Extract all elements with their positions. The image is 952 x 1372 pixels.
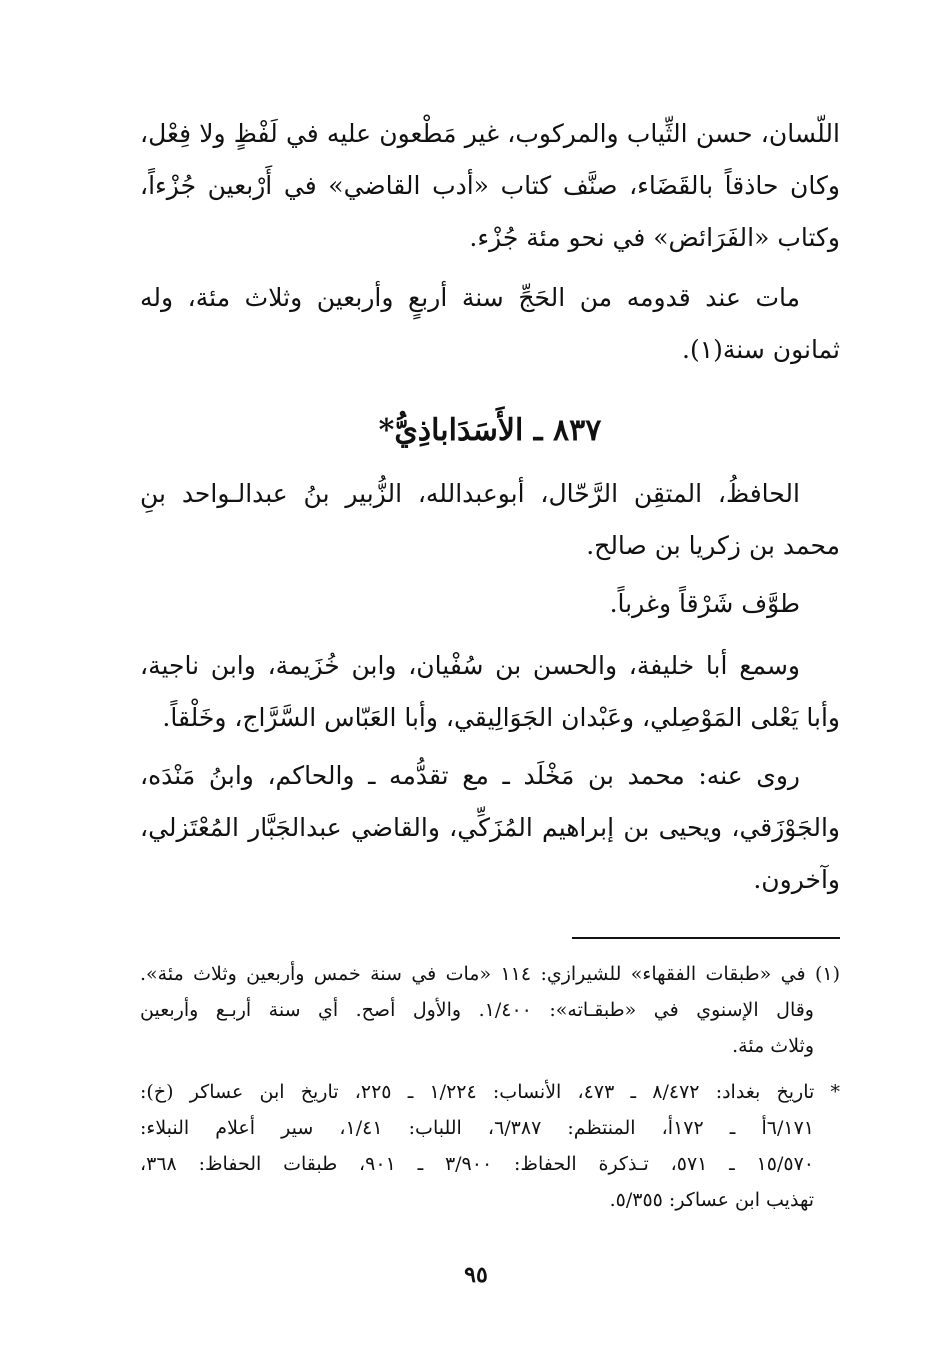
footnote-line: ٦/١٧١أ ـ ١٧٢أ، المنتظم: ٦/٣٨٧، اللباب: ١/٤١، سير أعلام النبلاء: [140, 1117, 814, 1139]
text-line: اللّسان، حسن الثِّياب والمركوب، غير مَطْعون عليه في لَفْظٍ ولا فِعْل، [140, 119, 840, 148]
footnote-line: ١٥/٥٧٠ ـ ٥٧١، تـذكرة الحفاظ: ٣/٩٠٠ ـ ٩٠١، طبقات الحفاظ: ٣٦٨، [140, 1153, 814, 1175]
text-line: مات عند قدومه من الحَجِّ سنة أربعٍ وأربعين وثلاث مئة، وله [140, 283, 800, 312]
page-number: ٩٥ [464, 1262, 488, 1288]
text-line: وأبا يَعْلى المَوْصِلي، وعَبْدان الجَوَالِيقي، وأبا العَبّاس السَّرَّاج، وخَلْقاً. [162, 703, 840, 732]
footnote-divider [572, 937, 840, 939]
footnote-1 [140, 956, 840, 1064]
text-line: والجَوْزَقي، ويحيى بن إبراهيم المُزَكِّي، والقاضي عبدالجَبَّار المُعْتَزلي، [140, 813, 840, 842]
footnote-line: (١) في «طبقات الفقهاء» للشيرازي: ١١٤ «مات في سنة خمس وأربعين وثلاث مئة». [140, 963, 840, 985]
paragraph-2 [140, 272, 840, 376]
paragraph-3 [140, 468, 840, 572]
text-line: وكتاب «الفَرَائض» في نحو مئة جُزْء. [469, 223, 840, 252]
footnote-line: * تاريخ بغداد: ٨/٤٧٢ ـ ٤٧٣، الأنساب: ١/٢٢٤ ـ ٢٢٥، تاريخ ابن عساكر (خ): [140, 1081, 840, 1103]
paragraph-4 [140, 578, 840, 630]
text-line: الحافظُ، المتقِن الرَّحّال، أبوعبدالله، الزُّبير بنُ عبدالـواحد بنِ [140, 479, 800, 508]
text-line: طوَّف شَرْقاً وغرباً. [609, 589, 800, 618]
footnote-line: تهذيب ابن عساكر: ٥/٣٥٥. [609, 1189, 814, 1211]
text-line: روى عنه: محمد بن مَخْلَد ـ مع تقدُّمه ـ والحاكم، وابنُ مَنْدَه، [140, 761, 800, 790]
text-line: وسمع أبا خليفة، والحسن بن سُفْيان، وابن خُزَيمة، وابن ناجية، [140, 651, 800, 680]
entry-heading: ٨٣٧ ـ الأَسَدَاباذِيُّ* [378, 413, 602, 448]
text-line: ثمانون سنة(١). [682, 335, 840, 364]
text-line: وكان حاذقاً بالقَضَاء، صنَّف كتاب «أدب القاضي» في أَرْبعين جُزْءاً، [140, 171, 840, 200]
paragraph-5 [140, 640, 840, 744]
text-line: وآخرون. [753, 865, 840, 894]
paragraph-6 [140, 750, 840, 906]
text-line: محمد بن زكريا بن صالح. [586, 531, 840, 560]
footnote-line: وثلاث مئة. [732, 1035, 814, 1057]
footnote-line: وقال الإسنوي في «طبقـاته»: ١/٤٠٠. والأول أصح. أي سنة أربـع وأربعين [140, 999, 814, 1021]
footnote-sources [140, 1074, 840, 1218]
paragraph-1 [140, 108, 840, 264]
